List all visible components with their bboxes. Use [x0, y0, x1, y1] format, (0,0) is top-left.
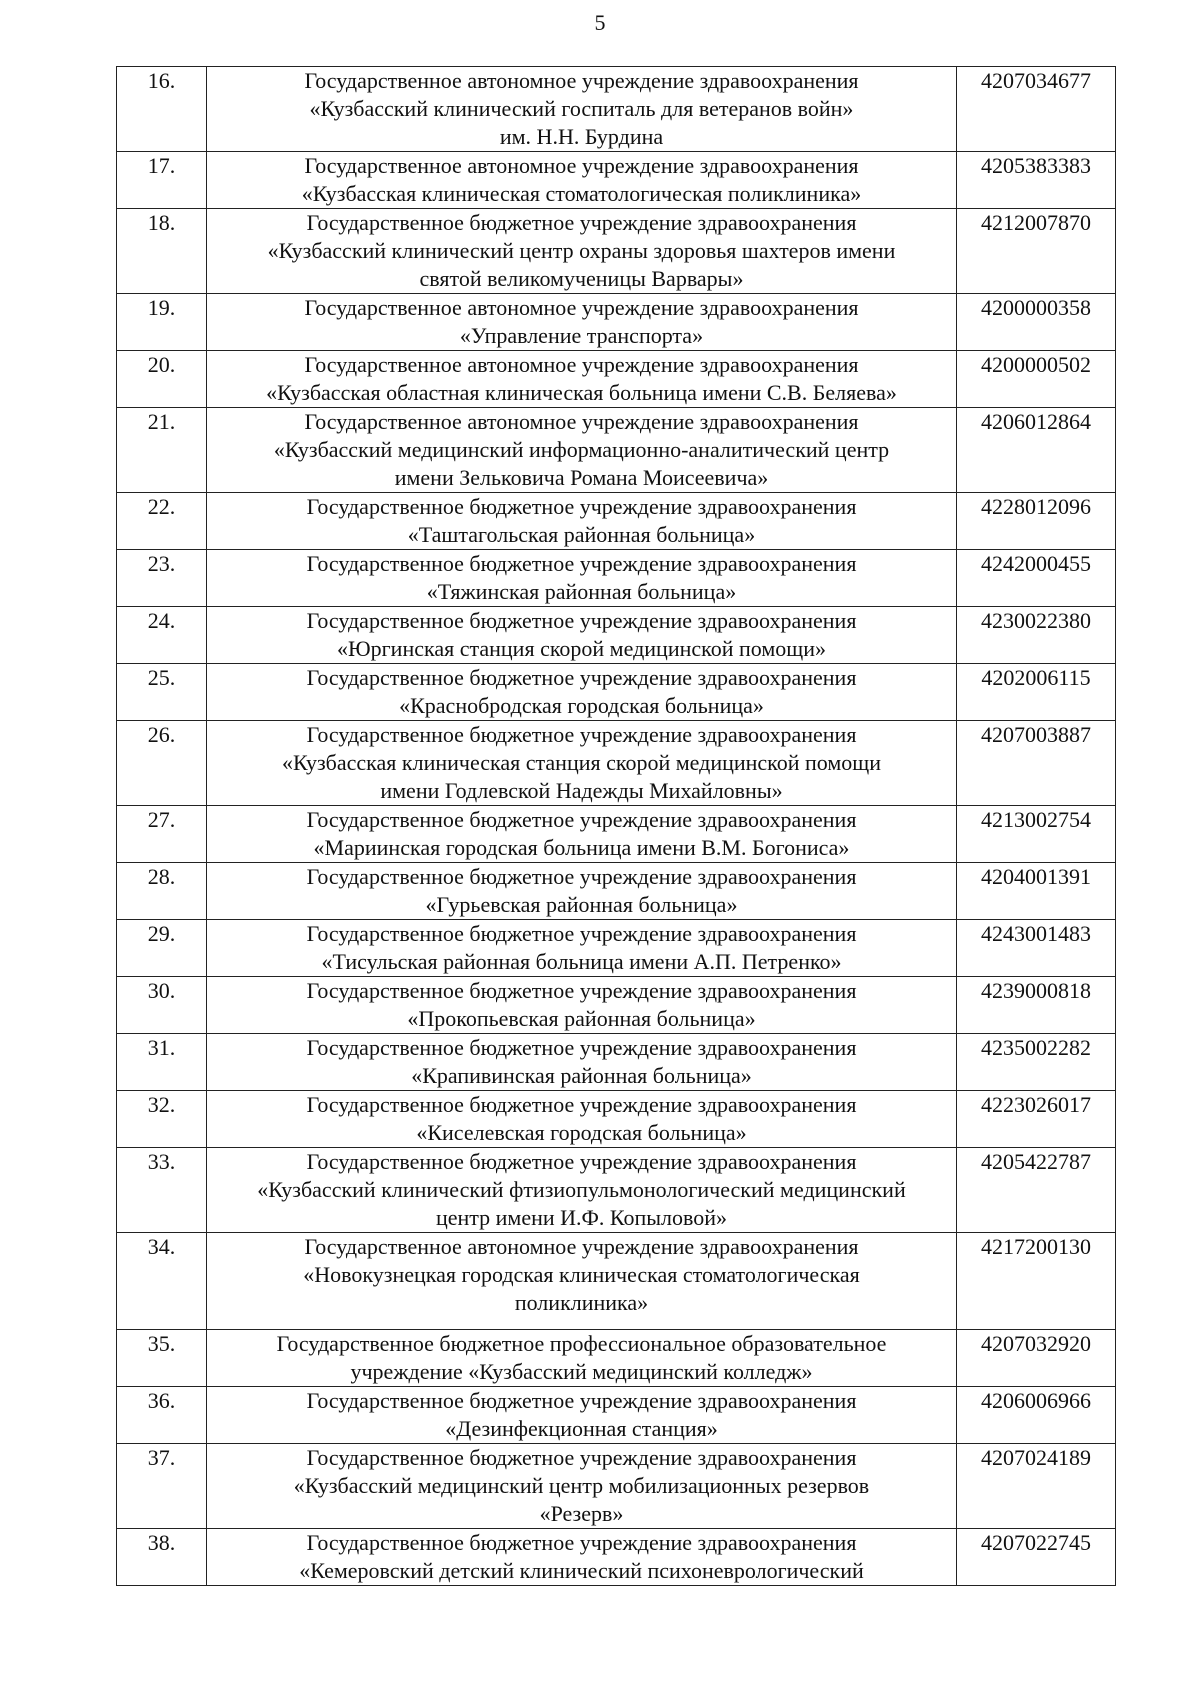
organization-inn: 4213002754	[957, 806, 1116, 863]
organization-inn: 4200000502	[957, 351, 1116, 408]
organization-name-line: «Тяжинская районная больница»	[426, 579, 737, 604]
organization-inn: 4242000455	[957, 550, 1116, 607]
row-number: 34.	[117, 1233, 207, 1330]
row-number: 33.	[117, 1148, 207, 1233]
organizations-table-body	[117, 67, 1116, 1586]
table-row	[117, 550, 1116, 607]
organization-name-line: «Юргинская станция скорой медицинской помощи»	[337, 636, 826, 661]
organization-name-line: «Кузбасский клинический центр охраны здоровья шахтеров имени	[267, 238, 896, 263]
organization-name-line: им. Н.Н. Бурдина	[499, 124, 664, 149]
table-row	[117, 1091, 1116, 1148]
organization-name-line: «Таштагольская районная больница»	[407, 522, 756, 547]
organization-name	[207, 152, 957, 209]
organization-name-line: «Кузбасская клиническая станция скорой медицинской помощи	[281, 750, 882, 775]
organization-name-line: «Кузбасский медицинский информационно-аналитический центр	[273, 437, 890, 462]
row-number: 16.	[117, 67, 207, 152]
organization-name-line: «Киселевская городская больница»	[416, 1120, 747, 1145]
organization-inn: 4202006115	[957, 664, 1116, 721]
row-number: 28.	[117, 863, 207, 920]
page-number: 5	[594, 10, 606, 35]
organization-name-line: «Тисульская районная больница имени А.П. Петренко»	[321, 949, 842, 974]
organization-name-line: «Прокопьевская районная больница»	[407, 1006, 756, 1031]
organization-name-line: Государственное бюджетное учреждение здравоохранения	[306, 864, 857, 889]
row-number: 38.	[117, 1529, 207, 1586]
table-row	[117, 1233, 1116, 1330]
organization-inn: 4204001391	[957, 863, 1116, 920]
organization-name	[207, 550, 957, 607]
organization-name-line: «Кузбасская клиническая стоматологическая поликлиника»	[301, 181, 862, 206]
organization-name-line: Государственное бюджетное учреждение здравоохранения	[306, 722, 857, 747]
organization-name-line: Государственное бюджетное учреждение здравоохранения	[306, 1388, 857, 1413]
organization-name	[207, 1444, 957, 1529]
table-row	[117, 863, 1116, 920]
organization-inn: 4207022745	[957, 1529, 1116, 1586]
organization-name	[207, 721, 957, 806]
organization-name-line: Государственное автономное учреждение здравоохранения	[304, 352, 859, 377]
table-row	[117, 67, 1116, 152]
organization-name-line: «Краснобродская городская больница»	[399, 693, 764, 718]
organization-name-line: «Кузбасский клинический госпиталь для ветеранов войн»	[309, 96, 854, 121]
organization-inn: 4228012096	[957, 493, 1116, 550]
table-row	[117, 664, 1116, 721]
organization-inn: 4235002282	[957, 1034, 1116, 1091]
table-row	[117, 721, 1116, 806]
organization-name-line: «Гурьевская районная больница»	[425, 892, 738, 917]
organization-name-line: «Кузбасский медицинский центр мобилизационных резервов	[293, 1473, 870, 1498]
organization-name	[207, 67, 957, 152]
row-number: 24.	[117, 607, 207, 664]
organization-name-line: «Крапивинская районная больница»	[411, 1063, 752, 1088]
organization-name-line: Государственное автономное учреждение здравоохранения	[304, 295, 859, 320]
organization-name	[207, 1387, 957, 1444]
organization-name	[207, 664, 957, 721]
organization-name-line: «Дезинфекционная станция»	[445, 1416, 718, 1441]
organization-name-line: «Новокузнецкая городская клиническая стоматологическая	[303, 1262, 860, 1287]
row-number: 19.	[117, 294, 207, 351]
organization-name-line: Государственное бюджетное учреждение здравоохранения	[306, 494, 857, 519]
organization-name-line: Государственное бюджетное учреждение здравоохранения	[306, 608, 857, 633]
organization-name	[207, 1233, 957, 1330]
organization-inn: 4212007870	[957, 209, 1116, 294]
table-row	[117, 1034, 1116, 1091]
organization-inn: 4207034677	[957, 67, 1116, 152]
row-number: 21.	[117, 408, 207, 493]
organization-name	[207, 1091, 957, 1148]
row-number: 25.	[117, 664, 207, 721]
organization-name	[207, 493, 957, 550]
organization-name-line: Государственное бюджетное учреждение здравоохранения	[306, 665, 857, 690]
organization-name-line: поликлиника»	[514, 1290, 649, 1315]
organization-inn: 4207024189	[957, 1444, 1116, 1529]
table-row	[117, 1330, 1116, 1387]
table-row	[117, 1529, 1116, 1586]
table-row	[117, 1387, 1116, 1444]
organization-inn: 4207003887	[957, 721, 1116, 806]
organization-name-line: «Мариинская городская больница имени В.М. Богониса»	[313, 835, 850, 860]
organization-inn: 4239000818	[957, 977, 1116, 1034]
table-row	[117, 294, 1116, 351]
organization-inn: 4230022380	[957, 607, 1116, 664]
table-row	[117, 1444, 1116, 1529]
organization-name-line: Государственное автономное учреждение здравоохранения	[304, 68, 859, 93]
table-row	[117, 607, 1116, 664]
organization-name-line: центр имени И.Ф. Копыловой»	[435, 1205, 728, 1230]
organization-name-line: Государственное бюджетное учреждение здравоохранения	[306, 551, 857, 576]
row-number: 36.	[117, 1387, 207, 1444]
row-number: 37.	[117, 1444, 207, 1529]
organization-name	[207, 408, 957, 493]
organization-name	[207, 1034, 957, 1091]
table-row	[117, 1148, 1116, 1233]
organization-name-line: святой великомученицы Варвары»	[419, 266, 744, 291]
organization-inn: 4206012864	[957, 408, 1116, 493]
organization-name	[207, 1330, 957, 1387]
organizations-table	[116, 66, 1116, 1586]
row-number: 30.	[117, 977, 207, 1034]
row-number: 26.	[117, 721, 207, 806]
organization-inn: 4205383383	[957, 152, 1116, 209]
table-row	[117, 351, 1116, 408]
organization-name	[207, 920, 957, 977]
organization-name-line: «Кузбасский клинический фтизиопульмонологический медицинский	[257, 1177, 906, 1202]
organization-inn: 4243001483	[957, 920, 1116, 977]
table-row	[117, 920, 1116, 977]
organization-name-line: Государственное бюджетное учреждение здравоохранения	[306, 978, 857, 1003]
row-number: 23.	[117, 550, 207, 607]
table-row	[117, 977, 1116, 1034]
row-number: 29.	[117, 920, 207, 977]
row-number: 18.	[117, 209, 207, 294]
table-row	[117, 493, 1116, 550]
organization-name-line: Государственное автономное учреждение здравоохранения	[304, 1234, 859, 1259]
organization-inn: 4205422787	[957, 1148, 1116, 1233]
organization-name-line: имени Зельковича Романа Моисеевича»	[394, 465, 769, 490]
organization-name-line: учреждение «Кузбасский медицинский колледж»	[350, 1359, 813, 1384]
table-row	[117, 806, 1116, 863]
organization-name-line: Государственное бюджетное учреждение здравоохранения	[306, 1035, 857, 1060]
organization-name-line: Государственное бюджетное профессиональное образовательное	[276, 1331, 887, 1356]
organization-name	[207, 863, 957, 920]
table-row	[117, 209, 1116, 294]
row-number: 32.	[117, 1091, 207, 1148]
organization-name	[207, 607, 957, 664]
organization-name-line: Государственное бюджетное учреждение здравоохранения	[306, 1445, 857, 1470]
organization-name	[207, 209, 957, 294]
organization-name-line: имени Годлевской Надежды Михайловны»	[380, 778, 783, 803]
organization-name	[207, 1529, 957, 1586]
organization-name	[207, 1148, 957, 1233]
organization-inn: 4217200130	[957, 1233, 1116, 1330]
table-row	[117, 408, 1116, 493]
organization-name	[207, 977, 957, 1034]
organization-name-line: «Кузбасская областная клиническая больница имени С.В. Беляева»	[266, 380, 897, 405]
organization-inn: 4200000358	[957, 294, 1116, 351]
organization-inn: 4223026017	[957, 1091, 1116, 1148]
organization-name-line: Государственное автономное учреждение здравоохранения	[304, 153, 859, 178]
organization-name-line: Государственное бюджетное учреждение здравоохранения	[306, 921, 857, 946]
organization-name-line: «Кемеровский детский клинический психоневрологический	[299, 1558, 864, 1583]
organization-inn: 4207032920	[957, 1330, 1116, 1387]
organization-name-line: Государственное бюджетное учреждение здравоохранения	[306, 807, 857, 832]
organization-name-line: Государственное бюджетное учреждение здравоохранения	[306, 1530, 857, 1555]
organization-name-line: «Резерв»	[539, 1501, 624, 1526]
organization-name-line: Государственное бюджетное учреждение здравоохранения	[306, 1092, 857, 1117]
organization-name	[207, 351, 957, 408]
row-number: 31.	[117, 1034, 207, 1091]
organization-name-line: Государственное бюджетное учреждение здравоохранения	[306, 210, 857, 235]
row-number: 27.	[117, 806, 207, 863]
organization-inn: 4206006966	[957, 1387, 1116, 1444]
row-number: 17.	[117, 152, 207, 209]
organization-name-line: Государственное бюджетное учреждение здравоохранения	[306, 1149, 857, 1174]
organization-name	[207, 294, 957, 351]
organization-name	[207, 806, 957, 863]
table-row	[117, 152, 1116, 209]
organization-name-line: «Управление транспорта»	[459, 323, 704, 348]
row-number: 20.	[117, 351, 207, 408]
row-number: 22.	[117, 493, 207, 550]
row-number: 35.	[117, 1330, 207, 1387]
organization-name-line: Государственное автономное учреждение здравоохранения	[304, 409, 859, 434]
